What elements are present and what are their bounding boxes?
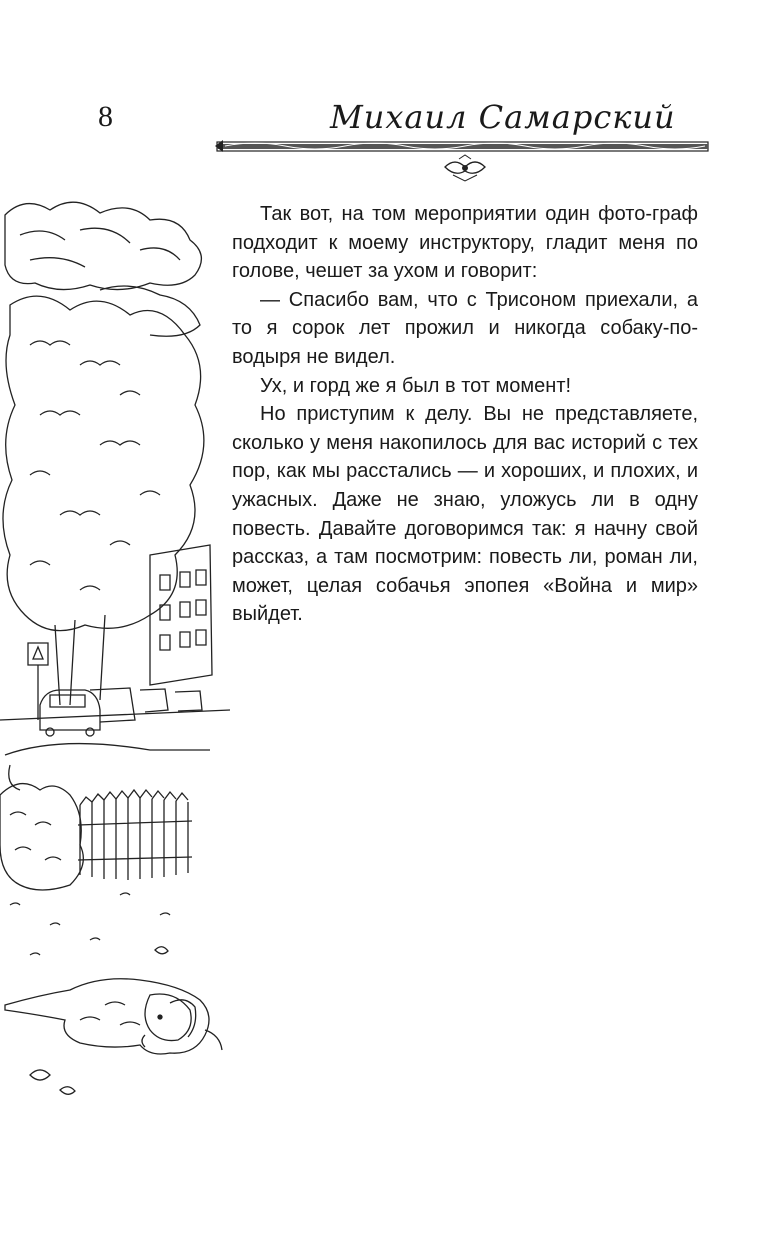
page-number: 8 [98, 100, 113, 133]
paragraph: — Спасибо вам, что с Трисоном приехали, а то я сорок лет прожил и никогда собаку-по-водыря не видел. [232, 288, 698, 368]
paragraph: Но приступим к делу. Вы не представляете, сколько у меня накопилось для вас историй с тех пор, как мы расстались — и хороших, и плохих, и ужасных. Даже не знаю, уложусь ли в одну повесть. Давайте договоримся так: я начну свой рассказ, а там посмотрим: повесть ли, роман ли, может, целая собачья эпопея «Война и мир» выйдет. [232, 403, 698, 626]
decorative-divider-ornament [215, 132, 710, 187]
paragraph: Так вот, на том мероприятии один фото-граф подходит к моему инструктору, гладит меня по голове, чешет за ухом и говорит: [232, 203, 698, 283]
paragraph: Ух, и горд же я был в тот момент! [260, 374, 572, 397]
running-header-author: Михаил Самарский [330, 98, 676, 136]
street-with-sleeping-dog-illustration [0, 195, 230, 1115]
main-body-text [232, 200, 698, 629]
